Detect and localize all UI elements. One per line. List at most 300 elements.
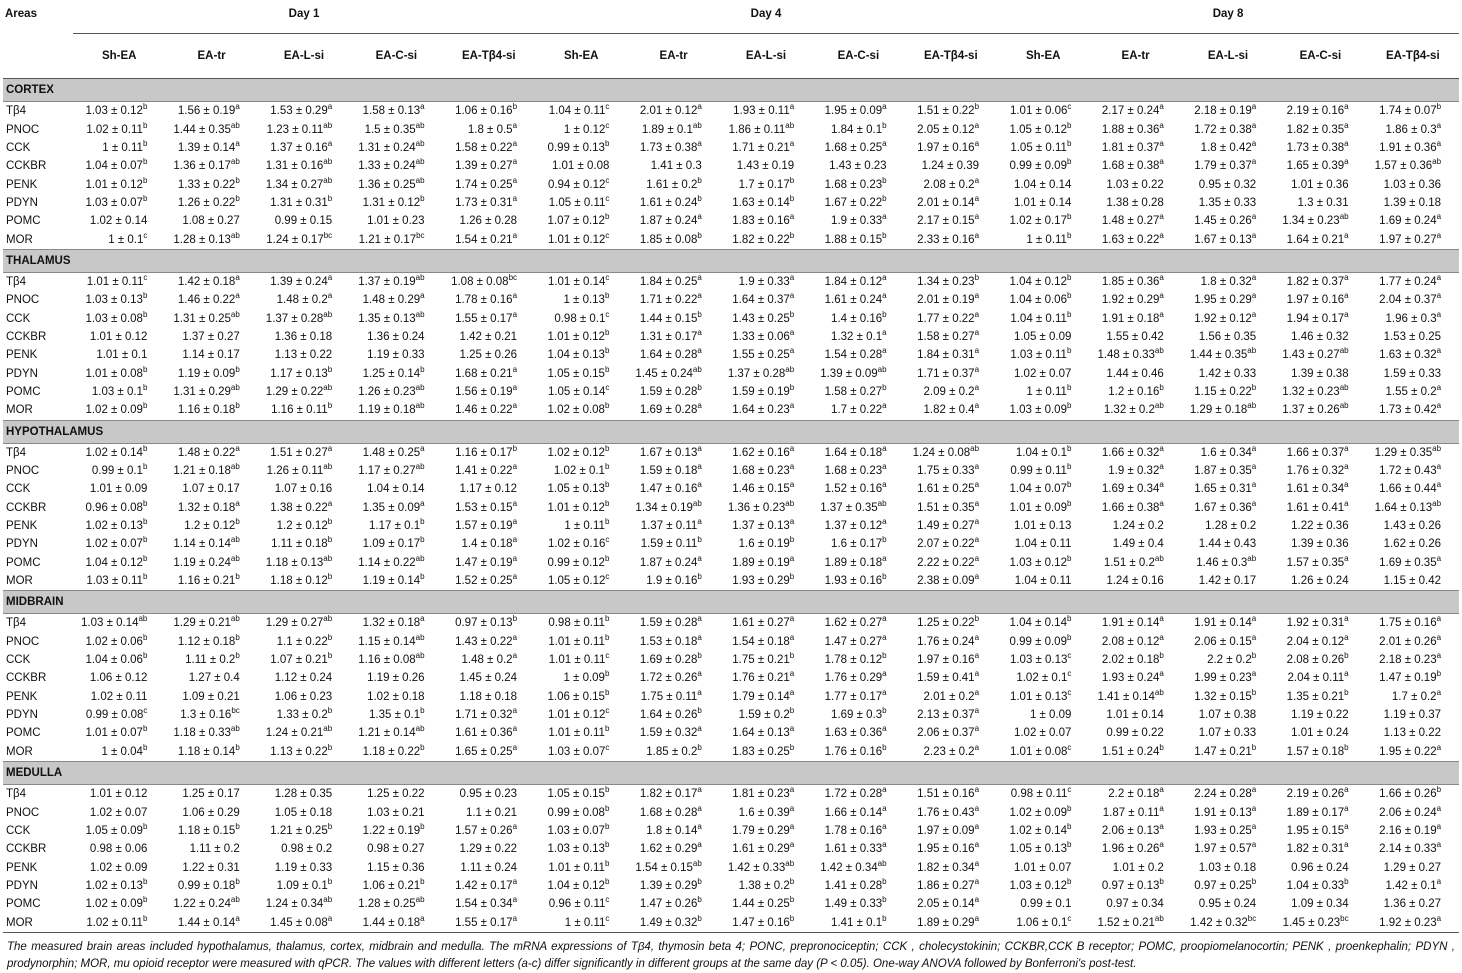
significance-letter: a [789, 480, 795, 490]
mean-sd-value: 1.69 ± 0.28 [639, 654, 698, 667]
value-cell [350, 724, 442, 742]
mean-sd-value: 1.03 ± 0.11 [1010, 349, 1067, 362]
mean-sd-value: 2.04 ± 0.12 [1286, 635, 1345, 648]
mean-sd-value: 1.57 ± 0.35 [1286, 556, 1345, 569]
significance-letter: b [1251, 382, 1257, 392]
value-cell [535, 328, 627, 346]
value-cell [350, 291, 442, 309]
value-cell [627, 480, 719, 498]
value-cell [535, 499, 627, 517]
mean-sd-value: 1.36 ± 0.23 [727, 501, 786, 514]
value-cell [443, 651, 535, 669]
significance-letter: a [512, 553, 518, 563]
value-cell [997, 212, 1089, 230]
value-cell [1182, 291, 1274, 309]
mean-sd-value: 1.8 ± 0.32 [1200, 275, 1252, 288]
mean-sd-value: 1.22 ± 0.31 [182, 861, 240, 874]
value-cell [165, 230, 257, 249]
value-cell [627, 175, 719, 193]
significance-letter: b [420, 876, 425, 886]
gene-label: PDYN [6, 367, 38, 380]
mean-sd-value: 1.51 ± 0.2 [1103, 556, 1155, 569]
mean-sd-value: 1.22 ± 0.36 [1291, 520, 1349, 533]
mean-sd-value: 1.25 ± 0.26 [459, 349, 518, 362]
value-cell [812, 554, 904, 572]
value-cell [812, 614, 904, 633]
significance-letter: b [235, 876, 240, 886]
mean-sd-value: 1.97 ± 0.16 [1286, 294, 1345, 307]
value-cell [1089, 554, 1181, 572]
mean-sd-value: 1.73 ± 0.38 [1286, 141, 1345, 154]
value-cell [165, 633, 257, 651]
significance-letter: a [1344, 480, 1349, 490]
value-cell [627, 346, 719, 364]
value-cell [443, 535, 535, 553]
value-cell [258, 309, 350, 327]
significance-letter: a [512, 498, 518, 508]
value-cell [1274, 328, 1366, 346]
mean-sd-value: 1.11 ± 0.18 [271, 538, 328, 551]
value-cell [720, 517, 812, 535]
mean-sd-value: 1.72 ± 0.28 [824, 788, 883, 801]
mean-sd-value: 1.97 ± 0.27 [1379, 233, 1437, 246]
value-cell [1274, 554, 1366, 572]
value-cell [627, 913, 719, 932]
mean-sd-value: 1.69 ± 0.24 [1379, 215, 1437, 228]
mean-sd-value: 1.53 ± 0.18 [639, 635, 698, 648]
value-cell [812, 272, 904, 291]
value-cell [812, 443, 904, 462]
significance-letter: a [327, 291, 333, 301]
value-cell [73, 291, 165, 309]
value-cell [905, 230, 997, 249]
value-cell [997, 651, 1089, 669]
mean-sd-value: 1.67 ± 0.13 [639, 446, 698, 459]
value-cell [1182, 651, 1274, 669]
mean-sd-value: 1.02 ± 0.09 [89, 861, 148, 874]
value-cell [258, 743, 350, 762]
value-cell [73, 157, 165, 175]
value-cell [627, 572, 719, 591]
mean-sd-value: 1.18 ± 0.14 [177, 745, 236, 758]
value-cell [258, 175, 350, 193]
value-cell [535, 535, 627, 553]
significance-letter: b [235, 632, 240, 642]
mean-sd-value: 1.49 ± 0.4 [1112, 538, 1164, 551]
value-cell [997, 272, 1089, 291]
significance-letter: a [882, 553, 887, 563]
value-cell [1182, 706, 1274, 724]
mean-sd-value: 1.73 ± 0.42 [1379, 404, 1437, 417]
value-cell [997, 443, 1089, 462]
significance-letter: bc [323, 230, 333, 240]
value-cell [1182, 139, 1274, 157]
value-cell [1182, 230, 1274, 249]
mean-sd-value: 1 ± 0.11 [1026, 385, 1067, 398]
value-cell [258, 554, 350, 572]
mean-sd-value: 1.44 ± 0.15 [639, 312, 698, 325]
significance-letter: a [1436, 553, 1442, 563]
value-cell [1182, 346, 1274, 364]
value-cell [443, 102, 535, 121]
significance-letter: a [1344, 803, 1349, 813]
value-cell [258, 633, 350, 651]
value-cell [350, 309, 442, 327]
mean-sd-value: 1.43 ± 0.25 [732, 312, 790, 325]
mean-sd-value: 1.19 ± 0.22 [1291, 709, 1349, 722]
significance-letter: a [327, 102, 333, 112]
value-cell [258, 785, 350, 804]
significance-letter: a [697, 553, 702, 563]
mean-sd-value: 1.61 ± 0.33 [824, 843, 883, 856]
table-figure [3, 0, 1459, 973]
mean-sd-value: 1.56 ± 0.35 [1198, 330, 1257, 343]
value-cell [73, 517, 165, 535]
significance-letter: b [974, 614, 980, 624]
significance-letter: a [974, 498, 980, 508]
mean-sd-value: 1.71 ± 0.21 [732, 141, 790, 154]
mean-sd-value: 1.47 ± 0.21 [1194, 745, 1252, 758]
significance-letter: a [974, 669, 980, 679]
value-cell [997, 858, 1089, 876]
mean-sd-value: 1.61 ± 0.24 [639, 196, 698, 209]
significance-letter: b [420, 742, 425, 752]
mean-sd-value: 0.99 ± 0.18 [177, 879, 236, 892]
mean-sd-value: 1.48 ± 0.33 [1097, 349, 1155, 362]
significance-letter: ab [692, 120, 702, 130]
mean-sd-value: 1.44 ± 0.35 [173, 123, 231, 136]
significance-letter: b [1344, 742, 1349, 752]
significance-letter: a [882, 785, 887, 795]
gene-label: CCK [6, 824, 31, 837]
significance-letter: b [882, 193, 887, 203]
value-cell [1089, 212, 1181, 230]
gene-label: CCKBR [6, 843, 47, 856]
value-cell [1182, 480, 1274, 498]
significance-letter: b [604, 724, 610, 734]
mean-sd-value: 1.55 ± 0.17 [455, 312, 513, 325]
value-cell [443, 895, 535, 913]
mean-sd-value: 1.01 ± 0.09 [1009, 501, 1067, 514]
mean-sd-value: 1.39 ± 0.09 [820, 367, 878, 380]
mean-sd-value: 1.28 ± 0.13 [173, 233, 231, 246]
significance-letter: b [1436, 669, 1442, 679]
value-cell [905, 291, 997, 309]
table-row [3, 102, 1459, 121]
significance-letter: b [1159, 651, 1164, 661]
significance-letter: b [697, 193, 702, 203]
value-cell [73, 572, 165, 591]
value-cell [1182, 157, 1274, 175]
value-cell [1274, 840, 1366, 858]
value-cell [1274, 443, 1366, 462]
value-cell [1367, 669, 1459, 687]
mean-sd-value: 1.11 ± 0.24 [460, 861, 518, 874]
significance-letter: bc [1247, 913, 1257, 923]
gene-label: PNOC [6, 294, 40, 307]
value-cell [535, 309, 627, 327]
mean-sd-value: 1.66 ± 0.44 [1379, 483, 1437, 496]
value-cell [1182, 913, 1274, 932]
value-cell [812, 743, 904, 762]
mean-sd-value: 1.06 ± 0.16 [455, 105, 513, 118]
significance-letter: ab [138, 614, 148, 624]
value-cell [997, 120, 1089, 138]
value-cell [997, 572, 1089, 591]
mean-sd-value: 2.06 ± 0.13 [1101, 824, 1160, 837]
mean-sd-value: 1.61 ± 0.41 [1286, 501, 1345, 514]
value-cell [812, 462, 904, 480]
mean-sd-value: 1.05 ± 0.15 [547, 788, 605, 801]
significance-letter: bc [1340, 913, 1349, 923]
significance-letter: a [1251, 212, 1257, 222]
mean-sd-value: 1.01 ± 0.12 [547, 709, 606, 722]
significance-letter: c [605, 651, 610, 661]
significance-letter: a [1251, 614, 1257, 624]
value-cell [905, 383, 997, 401]
significance-letter: a [974, 401, 980, 411]
significance-letter: a [235, 272, 240, 282]
significance-letter: a [1159, 614, 1164, 624]
table-row [3, 688, 1459, 706]
mean-sd-value: 1.48 ± 0.22 [177, 446, 236, 459]
mean-sd-value: 1.04 ± 0.14 [1009, 617, 1067, 630]
significance-letter: b [420, 706, 425, 716]
significance-letter: a [697, 669, 702, 679]
value-cell [350, 230, 442, 249]
significance-letter: a [1159, 102, 1164, 112]
value-cell [905, 858, 997, 876]
significance-letter: a [1344, 272, 1349, 282]
mean-sd-value: 1.29 ± 0.22 [459, 843, 518, 856]
mean-sd-value: 1.01 ± 0.11 [548, 861, 605, 874]
mean-sd-value: 1.24 ± 0.08 [912, 446, 971, 459]
value-cell [1367, 785, 1459, 804]
mean-sd-value: 1.04 ± 0.11 [1010, 312, 1067, 325]
mean-sd-value: 1.64 ± 0.21 [1286, 233, 1345, 246]
significance-letter: a [1436, 876, 1442, 886]
value-cell [905, 139, 997, 157]
mean-sd-value: 1.53 ± 0.15 [455, 501, 513, 514]
value-cell [720, 175, 812, 193]
mean-sd-value: 1.9 ± 0.33 [738, 275, 790, 288]
significance-letter: c [605, 309, 610, 319]
value-cell [258, 383, 350, 401]
mean-sd-value: 1.86 ± 0.3 [1385, 123, 1437, 136]
significance-letter: c [605, 175, 610, 185]
mean-sd-value: 1.47 ± 0.16 [639, 483, 698, 496]
significance-letter: b [420, 535, 425, 545]
mean-sd-value: 1.13 ± 0.22 [1383, 727, 1442, 740]
mean-sd-value: 1.02 ± 0.07 [1013, 367, 1072, 380]
significance-letter: a [327, 272, 333, 282]
mean-sd-value: 1.35 ± 0.21 [1286, 690, 1345, 703]
mean-sd-value: 1.91 ± 0.14 [1194, 617, 1252, 630]
significance-letter: c [1067, 687, 1072, 697]
mean-sd-value: 1.35 ± 0.33 [1198, 196, 1257, 209]
mean-sd-value: 0.96 ± 0.08 [85, 501, 143, 514]
mean-sd-value: 1.26 ± 0.23 [358, 385, 416, 398]
significance-letter: a [1251, 462, 1257, 472]
value-cell [1367, 383, 1459, 401]
mean-sd-value: 1.02 ± 0.08 [547, 404, 605, 417]
table-row [3, 572, 1459, 591]
mean-sd-value: 1.22 ± 0.19 [362, 824, 421, 837]
mean-sd-value: 1.8 ± 0.42 [1200, 141, 1252, 154]
value-cell [720, 443, 812, 462]
significance-letter: b [142, 138, 148, 148]
value-cell [535, 913, 627, 932]
value-cell [1367, 706, 1459, 724]
mean-sd-value: 1.09 ± 0.1 [276, 879, 328, 892]
value-cell [1367, 651, 1459, 669]
mean-sd-value: 0.94 ± 0.12 [547, 178, 606, 191]
significance-letter: a [882, 138, 887, 148]
value-cell [165, 291, 257, 309]
value-cell [165, 724, 257, 742]
mean-sd-value: 1.05 ± 0.11 [1010, 141, 1067, 154]
mean-sd-value: 1.78 ± 0.12 [824, 654, 883, 667]
significance-letter: a [697, 212, 702, 222]
significance-letter: a [789, 102, 795, 112]
value-cell [350, 633, 442, 651]
mean-sd-value: 1.07 ± 0.33 [1198, 727, 1257, 740]
value-cell [73, 346, 165, 364]
mean-sd-value: 0.98 ± 0.27 [367, 843, 425, 856]
mean-sd-value: 0.99 ± 0.09 [1009, 160, 1067, 173]
value-cell [443, 443, 535, 462]
value-cell [535, 743, 627, 762]
value-cell [627, 651, 719, 669]
mean-sd-value: 1 ± 0.09 [1029, 709, 1072, 722]
significance-letter: ab [1154, 913, 1164, 923]
mean-sd-value: 1.21 ± 0.18 [173, 465, 231, 478]
significance-letter: a [697, 821, 702, 831]
significance-letter: a [1344, 102, 1349, 112]
mean-sd-value: 2.38 ± 0.09 [917, 575, 975, 588]
value-cell [258, 913, 350, 932]
mean-sd-value: 1.01 ± 0.09 [89, 483, 148, 496]
gene-label: MOR [6, 745, 33, 758]
significance-letter: a [789, 821, 795, 831]
mean-sd-value: 1.91 ± 0.13 [1194, 806, 1252, 819]
value-cell [165, 272, 257, 291]
value-cell [73, 743, 165, 762]
group-header: EA-C-si [812, 34, 904, 79]
value-cell [905, 877, 997, 895]
mean-sd-value: 1.04 ± 0.12 [547, 879, 605, 892]
mean-sd-value: 1.48 ± 0.2 [276, 294, 328, 307]
value-cell [1089, 913, 1181, 932]
significance-letter: a [235, 498, 240, 508]
value-cell [627, 706, 719, 724]
value-cell [997, 194, 1089, 212]
value-cell [1089, 328, 1181, 346]
value-cell [73, 840, 165, 858]
value-cell [1367, 230, 1459, 249]
significance-letter: b [142, 651, 148, 661]
value-cell [1089, 535, 1181, 553]
mean-sd-value: 1.04 ± 0.11 [548, 105, 606, 118]
value-cell [258, 803, 350, 821]
value-cell [1182, 120, 1274, 138]
mean-sd-value: 1.37 ± 0.28 [265, 312, 324, 325]
mean-sd-value: 1.41 ± 0.14 [1097, 690, 1155, 703]
value-cell [1274, 139, 1366, 157]
significance-letter: ab [415, 157, 425, 167]
significance-letter: a [1159, 443, 1164, 453]
value-cell [1089, 688, 1181, 706]
significance-letter: a [1159, 498, 1164, 508]
significance-letter: b [1066, 480, 1072, 490]
significance-letter: b [604, 498, 610, 508]
mean-sd-value: 1 ± 0.09 [563, 672, 605, 685]
table-row [3, 535, 1459, 553]
value-cell [997, 895, 1089, 913]
mean-sd-value: 1.45 ± 0.08 [270, 916, 328, 929]
significance-letter: a [789, 327, 795, 337]
significance-letter: a [1436, 212, 1442, 222]
significance-letter: b [697, 382, 702, 392]
value-cell [443, 743, 535, 762]
value-cell [350, 401, 442, 420]
significance-letter: a [789, 443, 795, 453]
table-row [3, 517, 1459, 535]
significance-letter: c [605, 913, 610, 923]
significance-letter: a [882, 517, 887, 527]
significance-letter: b [235, 401, 240, 411]
value-cell [165, 895, 257, 913]
mean-sd-value: 1.31 ± 0.12 [362, 196, 421, 209]
significance-letter: bc [231, 706, 240, 716]
value-cell [905, 724, 997, 742]
section-title: THALAMUS [3, 249, 1459, 272]
significance-letter: a [789, 401, 795, 411]
mean-sd-value: 1.01 ± 0.12 [547, 233, 606, 246]
value-cell [1089, 743, 1181, 762]
value-cell [997, 840, 1089, 858]
significance-letter: a [1251, 157, 1257, 167]
significance-letter: b [142, 364, 148, 374]
value-cell [1274, 212, 1366, 230]
significance-letter: a [420, 498, 425, 508]
mean-sd-value: 1.01 ± 0.08 [551, 160, 610, 173]
significance-letter: a [512, 157, 518, 167]
value-cell [1367, 858, 1459, 876]
mean-sd-value: 1.84 ± 0.31 [917, 349, 975, 362]
value-cell [1089, 706, 1181, 724]
significance-letter: b [604, 858, 610, 868]
value-cell [258, 480, 350, 498]
mean-sd-value: 1.01 ± 0.11 [548, 654, 606, 667]
significance-letter: b [327, 572, 333, 582]
mean-sd-value: 1.55 ± 0.25 [732, 349, 790, 362]
significance-letter: a [697, 443, 702, 453]
value-cell [627, 120, 719, 138]
gene-label: CCK [6, 312, 31, 325]
mean-sd-value: 2.18 ± 0.23 [1379, 654, 1437, 667]
mean-sd-value: 1.29 ± 0.21 [173, 617, 231, 630]
significance-letter: ab [692, 498, 702, 508]
mean-sd-value: 0.97 ± 0.34 [1106, 898, 1164, 911]
value-cell [720, 572, 812, 591]
value-cell [720, 633, 812, 651]
value-cell [1182, 554, 1274, 572]
value-cell [535, 858, 627, 876]
gene-label: POMC [6, 385, 41, 398]
significance-letter: ab [877, 858, 887, 868]
value-cell [258, 877, 350, 895]
